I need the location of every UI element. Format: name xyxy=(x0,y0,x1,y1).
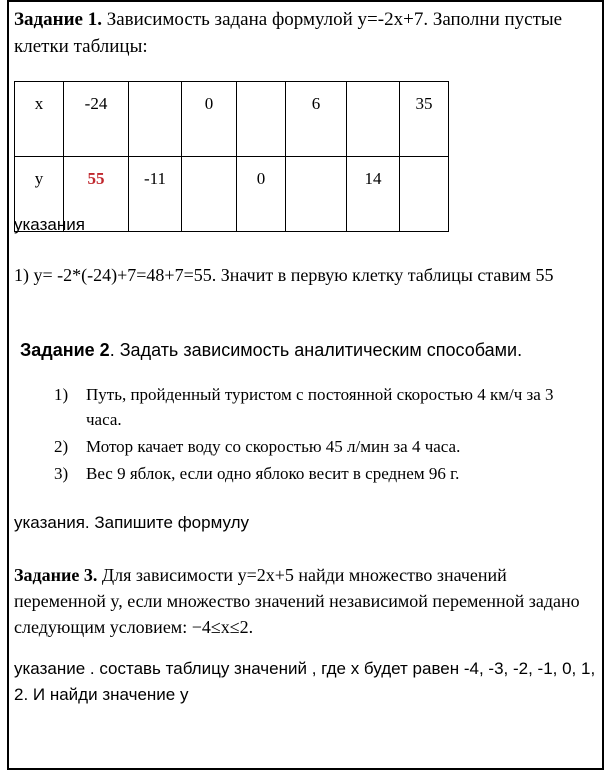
hint1-label: указания xyxy=(14,215,85,234)
task2-label: Задание 2 xyxy=(20,340,110,360)
task1-text: Зависимость задана формулой y=-2x+7. Заполни пустые клетки таблицы: xyxy=(14,9,563,57)
table-cell: -24 xyxy=(64,82,129,157)
table-cell xyxy=(237,82,286,157)
solution-text: 1) y= -2*(-24)+7=48+7=55. Значит в первую клетку таблицы ставим 55 xyxy=(14,265,554,285)
list-item xyxy=(54,382,576,432)
task2-paragraph xyxy=(20,340,600,361)
table-cell xyxy=(129,82,182,157)
task1-paragraph xyxy=(14,6,600,60)
table-cell: 35 xyxy=(400,82,449,157)
task1-label: Задание 1. xyxy=(14,9,102,30)
table-row-x xyxy=(15,82,449,157)
task2-text: . Задать зависимость аналитическим способами. xyxy=(109,340,523,360)
table-cell xyxy=(347,82,400,157)
table-cell: 0 xyxy=(237,157,286,232)
task2-list xyxy=(54,382,576,488)
list-item xyxy=(54,434,576,459)
values-table xyxy=(14,81,449,232)
table-cell: y xyxy=(15,157,64,232)
list-text: Путь, пройденный туристом с постоянной скоростью 4 км/ч за 3 часа. xyxy=(86,385,554,429)
list-text: Мотор качает воду со скоростью 45 л/мин за 4 часа. xyxy=(86,437,461,456)
list-item xyxy=(54,461,576,486)
list-text: Вес 9 яблок, если одно яблоко весит в среднем 96 г. xyxy=(86,464,460,483)
task3-text: Для зависимости y=2x+5 найди множество значений переменной y, если множество значений независимой переменной задано следующим условием: −4≤x≤2. xyxy=(14,565,580,637)
table-cell: 0 xyxy=(182,82,237,157)
table-cell: x xyxy=(15,82,64,157)
list-number: 3) xyxy=(54,464,69,483)
task3-label: Задание 3. xyxy=(14,565,98,585)
table-cell: -11 xyxy=(129,157,182,232)
task3-paragraph xyxy=(14,562,600,640)
table-cell-answer: 55 xyxy=(64,157,129,232)
hint2-text: указания. Запишите формулу xyxy=(14,513,250,532)
table-cell: 6 xyxy=(286,82,347,157)
list-number: 2) xyxy=(54,437,69,456)
hint3-text: указание . составь таблицу значений , где x будет равен -4, -3, -2, -1, 0, 1, 2. И найди значение y xyxy=(14,659,596,704)
table-cell: 14 xyxy=(347,157,400,232)
list-number: 1) xyxy=(54,385,69,404)
